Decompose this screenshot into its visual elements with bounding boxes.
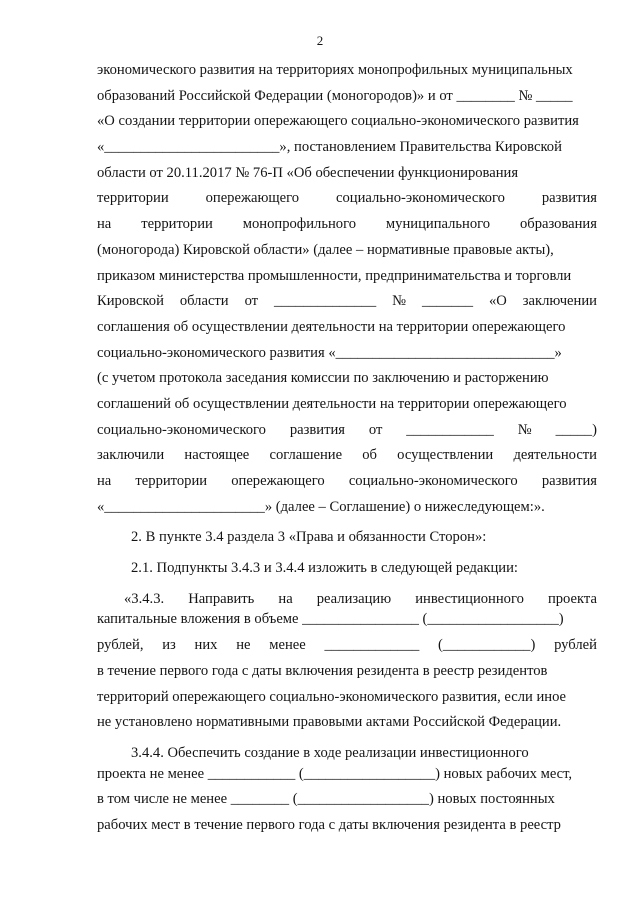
line-text: _____________ <box>324 637 420 654</box>
line-text: области <box>179 293 229 310</box>
text-line <box>97 736 597 762</box>
line-text: _______ <box>421 293 474 310</box>
line-text: экономического развития на территориях монопрофильных муниципальных <box>97 62 573 78</box>
text-line <box>97 109 597 135</box>
line-text: приказом министерства промышленности, предпринимательства и торговли <box>97 267 572 284</box>
line-text: социально-экономического развития «______________________________» <box>97 344 562 361</box>
text-line <box>97 607 597 633</box>
text-line <box>97 495 597 521</box>
line-text: опережающего <box>205 190 300 207</box>
line-text: «________________________», постановлением Правительства Кировской <box>97 139 562 156</box>
line-text: развития <box>289 421 345 438</box>
text-line <box>97 84 597 110</box>
text-line <box>97 633 597 659</box>
line-text: территории <box>135 473 208 489</box>
line-text: заключили <box>97 447 165 464</box>
text-line <box>97 443 597 469</box>
text-line <box>97 366 597 392</box>
text-line <box>97 212 597 238</box>
line-text: 2. В пункте 3.4 раздела 3 «Права и обязанности Сторон»: <box>131 529 487 546</box>
text-line <box>97 787 597 813</box>
line-text: не установлено нормативными правовыми актами Российской Федерации. <box>97 714 562 731</box>
line-text: развития <box>541 190 597 207</box>
line-text: _____) <box>555 421 597 438</box>
line-text: в течение первого года с даты включения резидента в реестр резидентов <box>97 662 548 679</box>
line-text: «______________________» (далее – Соглашение) о нижеследующем:». <box>97 498 545 515</box>
text-line <box>97 520 597 551</box>
line-text: муниципального <box>385 216 491 233</box>
text-line <box>97 551 597 582</box>
line-text: № <box>517 421 532 438</box>
line-text: «О создании территории опережающего социально-экономического развития <box>97 113 579 130</box>
page-number: 2 <box>316 33 324 48</box>
line-text: заключении <box>522 293 597 310</box>
line-text: реализацию <box>316 590 392 607</box>
text-line <box>97 58 597 84</box>
line-text: рублей, <box>97 637 144 654</box>
line-text: настоящее <box>184 447 250 464</box>
line-text: на <box>97 216 112 233</box>
text-line <box>97 341 597 367</box>
line-text: менее <box>269 637 306 654</box>
text-line <box>97 418 597 444</box>
text-line <box>97 161 597 187</box>
text-line <box>97 135 597 161</box>
line-text: социально-экономического <box>348 473 518 489</box>
line-text: опережающего <box>231 473 325 489</box>
text-line <box>97 186 597 212</box>
line-text: капитальные вложения в объеме ________________ (__________________) <box>97 611 564 628</box>
line-text: от <box>368 421 383 438</box>
line-text: 2.1. Подпункты 3.4.3 и 3.4.4 изложить в следующей редакции: <box>131 560 518 577</box>
line-text: развития <box>541 473 597 489</box>
line-text: от <box>244 293 259 310</box>
line-text: соглашений об осуществлении деятельности на территории опережающего <box>97 395 567 412</box>
text-line <box>97 659 597 685</box>
text-line <box>97 264 597 290</box>
line-text: монопрофильного <box>242 216 357 233</box>
line-text: области от 20.11.2017 № 76-П «Об обеспечении функционирования <box>97 164 519 181</box>
line-text: инвестиционного <box>415 590 524 607</box>
text-line <box>97 582 597 608</box>
line-text: образований Российской Федерации (моногородов)» и от ________ № _____ <box>97 87 573 104</box>
line-text: Кировской <box>97 293 164 310</box>
line-text: рублей <box>554 637 597 654</box>
text-line <box>97 685 597 711</box>
text-line <box>97 710 597 736</box>
text-line <box>97 392 597 418</box>
document-body <box>97 58 597 839</box>
line-text: деятельности <box>513 447 597 464</box>
text-line <box>97 762 597 788</box>
line-text: ______________ <box>273 293 377 310</box>
line-text: территорий опережающего социально-экономического развития, если иное <box>97 688 567 705</box>
line-text: «3.4.3. <box>124 590 165 607</box>
line-text: образования <box>519 216 597 233</box>
text-line <box>97 813 597 839</box>
line-text: Направить <box>188 590 255 607</box>
line-text: 3.4.4. Обеспечить создание в ходе реализации инвестиционного <box>131 744 529 761</box>
line-text: об <box>362 447 377 464</box>
line-text: № <box>392 293 407 310</box>
line-text: соглашение <box>269 447 343 464</box>
line-text: в том числе не менее ________ (__________________) новых постоянных <box>97 791 555 808</box>
line-text: из <box>162 637 176 654</box>
line-text: не <box>236 637 251 654</box>
line-text: на <box>278 590 293 607</box>
line-text: социально-экономического <box>335 190 505 207</box>
line-text: на <box>97 473 112 489</box>
line-text: соглашения об осуществлении деятельности на территории опережающего <box>97 318 566 335</box>
line-text: «О <box>488 293 507 310</box>
line-text: территории <box>141 216 213 233</box>
line-text: ____________ <box>406 421 494 438</box>
line-text: осуществлении <box>397 447 494 464</box>
line-text: проекта <box>547 590 597 607</box>
line-text: них <box>194 637 218 654</box>
line-text: рабочих мест в течение первого года с даты включения резидента в реестр <box>97 816 561 833</box>
line-text: проекта не менее ____________ (__________________) новых рабочих мест, <box>97 765 573 782</box>
text-line <box>97 315 597 341</box>
line-text: (____________) <box>438 637 536 654</box>
line-text: социально-экономического <box>97 421 266 438</box>
line-text: (с учетом протокола заседания комиссии по заключению и расторжению <box>97 370 549 387</box>
text-line <box>97 238 597 264</box>
text-line <box>97 469 597 495</box>
line-text: (моногорода) Кировской области» (далее – нормативные правовые акты), <box>97 241 554 258</box>
text-line <box>97 289 597 315</box>
line-text: территории <box>97 190 169 207</box>
